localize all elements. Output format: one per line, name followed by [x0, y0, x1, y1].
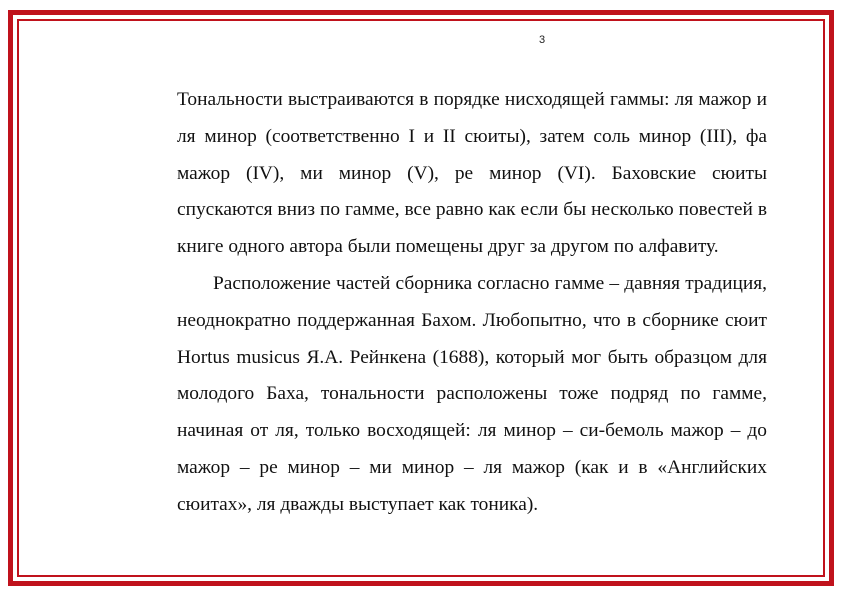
text-body — [177, 82, 767, 524]
paragraph-1: Тональности выстраиваются в порядке нисходящей гаммы: ля мажор и ля минор (соответственно I и II сюиты), затем соль минор (III), фа мажор (IV), ми минор (V), ре минор (VI). Баховские сюиты спускаются вниз по гамме, все равно как если бы несколько повестей в книге одного автора были помещены друг за другом по алфавиту. — [177, 89, 767, 258]
page-number: 3 — [538, 34, 546, 46]
paragraph-2: Расположение частей сборника согласно гамме – давняя традиция, неоднократно поддержанная Бахом. Любопытно, что в сборнике сюит Hortus musicus Я.А. Рейнкена (1688), который мог быть образцом для молодого Баха, тональности расположены тоже подряд по гамме, начиная от ля, только восходящей: ля минор – си-бемоль мажор – до мажор – ре минор – ми минор – ля мажор (как и в «Английских сюитах», ля дважды выступает как тоника). — [177, 272, 767, 515]
